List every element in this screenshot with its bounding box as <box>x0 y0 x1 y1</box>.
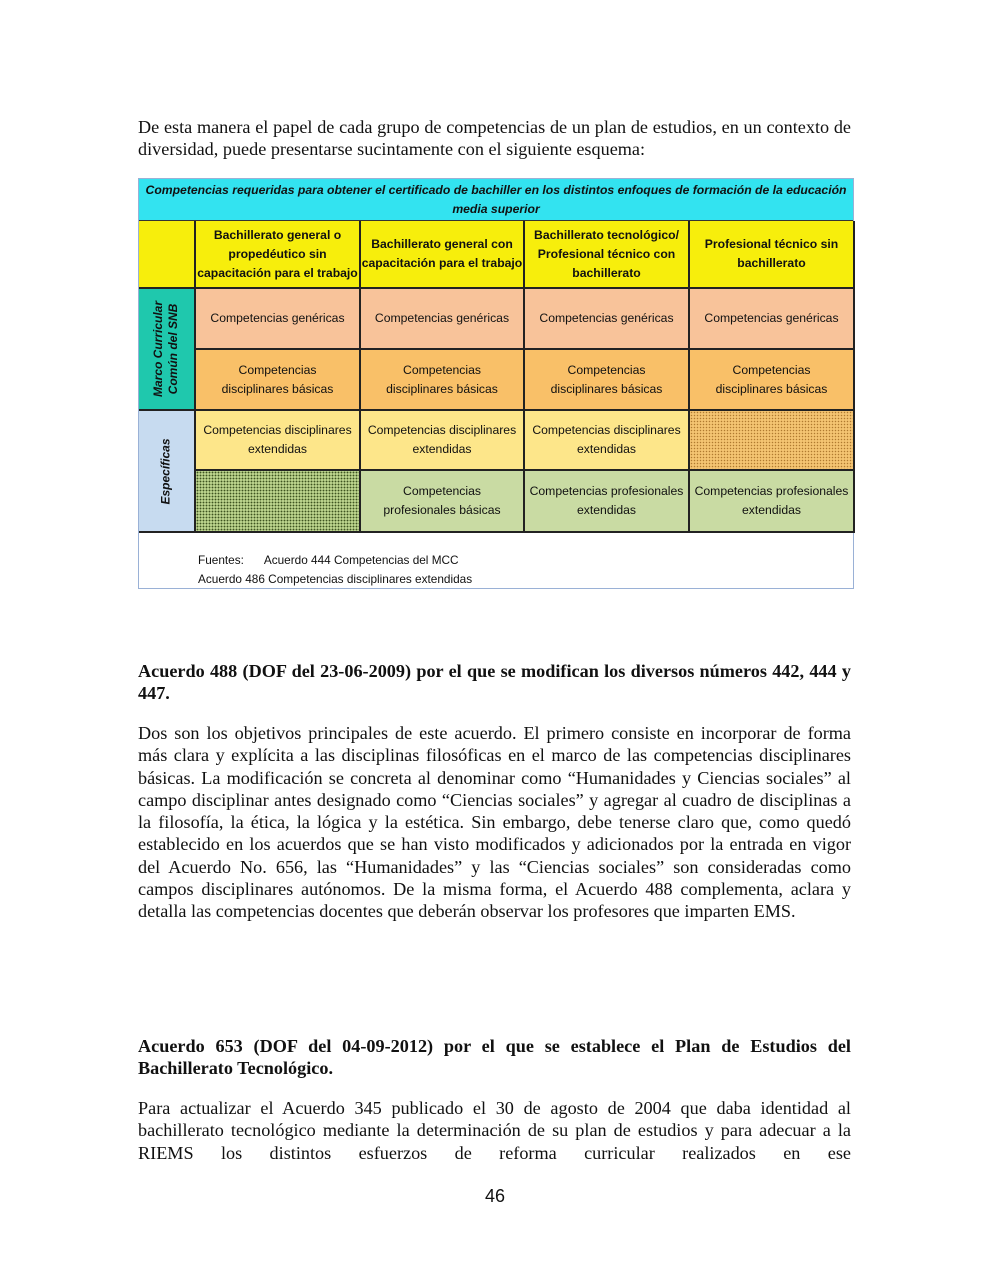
cell-extended-3-text: Competencias disciplinares extendidas <box>532 423 681 456</box>
column-header-2: Bachillerato general con capacitación para el trabajo <box>361 221 525 289</box>
cell-basic-2 <box>361 350 525 411</box>
cell-extended-2 <box>361 411 525 471</box>
competencies-figure <box>138 178 854 589</box>
cell-basic-1-text: Competencias disciplinares básicas <box>221 362 334 396</box>
cell-basic-3 <box>525 350 690 411</box>
cell-generic-4: Competencias genéricas <box>690 289 855 350</box>
cell-basic-3-text: Competencias disciplinares básicas <box>550 362 663 396</box>
side-label-especificas-text: Específicas <box>159 437 174 505</box>
sources-label: Fuentes: <box>198 553 244 567</box>
side-label-especificas <box>139 411 196 533</box>
cell-professional-4 <box>690 471 855 533</box>
cell-extended-1 <box>196 411 361 471</box>
intro-paragraph: De esta manera el papel de cada grupo de competencias de un plan de estudios, en un contexto de diversidad, puede presentarse sucintamente con el siguiente esquema: <box>138 117 851 160</box>
figure-title: Competencias requeridas para obtener el certificado de bachiller en los distintos enfoques de formación de la educación media superior <box>139 179 853 221</box>
side-label-mcc-line1: Marco Curricular <box>151 300 166 398</box>
cell-professional-3 <box>525 471 690 533</box>
cell-extended-4-empty <box>690 411 855 471</box>
column-header-4: Profesional técnico sin bachillerato <box>690 221 855 289</box>
cell-professional-2-text: Competencias profesionales básicas <box>383 484 501 517</box>
column-header-3: Bachillerato tecnológico/ Profesional técnico con bachillerato <box>525 221 690 289</box>
cell-professional-2 <box>361 471 525 533</box>
cell-professional-3-text: Competencias profesionales extendidas <box>529 484 684 517</box>
source-1: Acuerdo 444 Competencias del MCC <box>263 553 459 567</box>
cell-professional-4-text: Competencias profesionales extendidas <box>694 484 849 517</box>
cell-generic-3: Competencias genéricas <box>525 289 690 350</box>
cell-extended-1-text: Competencias disciplinares extendidas <box>203 423 352 456</box>
page-number: 46 <box>484 1186 506 1206</box>
cell-professional-1-empty <box>196 471 361 533</box>
source-2: Acuerdo 486 Competencias disciplinares extendidas <box>198 572 473 586</box>
header-corner <box>139 221 196 289</box>
cell-generic-1: Competencias genéricas <box>196 289 361 350</box>
cell-basic-4-text: Competencias disciplinares básicas <box>715 362 828 396</box>
cell-basic-4 <box>690 350 855 411</box>
side-label-mcc-line2: Común del SNB <box>166 303 181 395</box>
cell-extended-2-text: Competencias disciplinares extendidas <box>367 423 517 456</box>
cell-basic-2-text: Competencias disciplinares básicas <box>386 362 498 396</box>
figure-source-line-1 <box>198 551 459 570</box>
section-1-paragraph: Dos son los objetivos principales de este acuerdo. El primero consiste en incorporar de forma más clara y explícita a las disciplinas filosóficas en el marco de las competencias disciplinares básicas. La modificación se concreta al denominar como “Humanidades y Ciencias sociales” al campo disciplinar antes designado como “Ciencias sociales” y agregar al cuadro de disciplinas a la filosofía, la ética, la lógica y la estética. Sin embargo, debe tenerse claro que, como quedó establecido en los acuerdos que se han visto modificados y adicionados por la entrada en vigor del Acuerdo No. 656, las “Humanidades” y las “Ciencias sociales” son consideradas como campos disciplinares autónomos. De la misma forma, el Acuerdo 488 complementa, aclara y detalla las competencias docentes que deberán observar los profesores que imparten EMS. <box>138 723 851 922</box>
cell-generic-2: Competencias genéricas <box>361 289 525 350</box>
section-2-paragraph: Para actualizar el Acuerdo 345 publicado el 30 de agosto de 2004 que daba identidad al bachillerato tecnológico mediante la determinación de su plan de estudios y para adecuar a la RIEMS los distintos esfuerzos de reforma curricular realizados en ese <box>138 1098 851 1163</box>
section-1-heading: Acuerdo 488 (DOF del 23-06-2009) por el que se modifican los diversos números 442, 444 y 447. <box>138 661 851 704</box>
cell-extended-3 <box>525 411 690 471</box>
section-2-heading: Acuerdo 653 (DOF del 04-09-2012) por el que se establece el Plan de Estudios del Bachillerato Tecnológico. <box>138 1036 851 1079</box>
column-header-1: Bachillerato general o propedéutico sin capacitación para el trabajo <box>196 221 361 289</box>
cell-basic-1 <box>196 350 361 411</box>
side-label-mcc <box>139 289 196 411</box>
